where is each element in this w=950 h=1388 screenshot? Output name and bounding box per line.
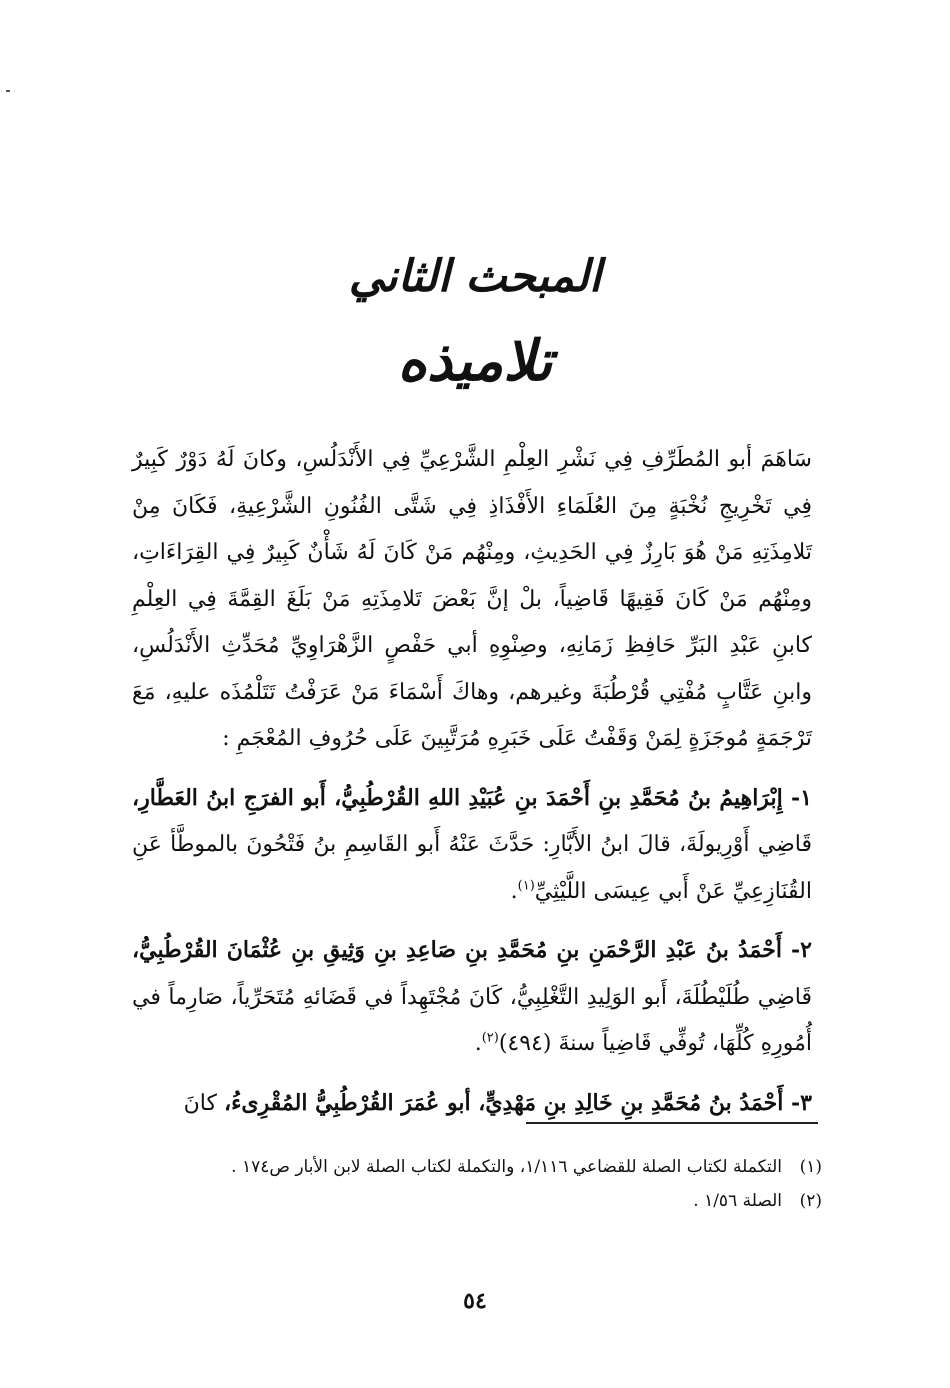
footnotes	[132, 1150, 822, 1218]
footnote-ref-2: (٢)	[481, 1030, 499, 1046]
entry-1	[132, 775, 812, 916]
page-number: ٥٤	[463, 1288, 487, 1314]
section-title: تلاميذه	[397, 328, 553, 394]
intro-paragraph: سَاهَمَ أبو المُطَرِّفِ فِي نَشْرِ العِلْمِ الشَّرْعِيِّ فِي الأَنْدَلُسِ، وكانَ لَهُ دَوْرٌ كَبِيرٌ فِي تَخْرِيجِ نُخْبَةٍ مِنَ العُلَمَاءِ الأَفْذَاذِ فِي شَتَّى الفُنُونِ الشَّرْعِيةِ، فَكَانَ مِنْ تَلامِذَتِهِ مَنْ هُوَ بَارِزٌ فِي الحَدِيثِ، ومِنْهُم مَنْ كَانَ لَهُ شَأْنٌ كَبِيرٌ فِي القِرَاءَاتِ، ومِنْهُم مَنْ كَانَ فَقِيهًا قَاضِياً، بلْ إنَّ بَعْضَ تَلامِذَتِهِ مَنْ بَلَغَ القِمَّةَ فِي العِلْمِ كابنِ عَبْدِ البَرِّ حَافِظِ زَمَانِهِ، وصِنْوِهِ أبي حَفْصٍ الزَّهْرَاوِيِّ مُحَدِّثِ الأَنْدَلُسِ، وابنِ عَتَّابٍ مُفْتِي قُرْطُبَةَ وغيرهم، وهاكَ أَسْمَاءَ مَنْ عَرَفْتُ تَتَلْمُذَه عليهِ، مَعَ تَرْجَمَةٍ مُوجَزَةٍ لِمَنْ وَقَفْتُ عَلَى خَبَرِهِ مُرَتَّبِينَ عَلَى حُرُوفِ المُعْجَمِ :	[132, 447, 812, 751]
entry-3-name: ٣- أَحْمَدُ بنُ مُحَمَّدِ بنِ خَالِدِ بنِ مَهْدِيٍّ، أبو عُمَرَ القُرْطُبِيُّ المُقْرِىءُ،	[223, 1089, 812, 1116]
entry-2-tail: .	[474, 1031, 482, 1056]
entry-3	[132, 1080, 812, 1128]
entry-1-body: قَاضِي أَوْرِيولَةَ، قالَ ابنُ الأَبَّارِ: حَدَّثَ عَنْهُ أَبو القَاسِمِ بنُ فَتْحُونَ بالموطَّأ عَنِ القُنَازِعِيِّ عَنْ أَبي عِيسَى اللَّيْثِيِّ	[132, 832, 812, 904]
section-label: المبحث الثاني	[348, 251, 602, 302]
footnote-divider	[526, 1122, 818, 1124]
entry-2-body: قَاضِي طُلَيْطُلَةَ، أَبو الوَلِيدِ التَّغْلِبِيُّ، كَانَ مُجْتَهِداً في قَضَائهِ مُتَحَرِّياً، صَارِماً في أُمُورِهِ كُلِّهَا، تُوفِّي قَاضِياً سنةَ (٤٩٤)	[132, 984, 812, 1056]
entry-1-tail: .	[510, 878, 518, 904]
footnote-ref-1: (١)	[517, 878, 535, 894]
entry-2-name: ٢- أَحْمَدُ بنُ عَبْدِ الرَّحْمَنِ بنِ مُحَمَّدِ بنِ صَاعِدِ بنِ وَثِيقِ بنِ عُثْمَانَ القُرْطُبِيُّ،	[132, 937, 812, 963]
entry-3-body: كانَ	[183, 1090, 224, 1116]
footnote-1-number: (١)	[799, 1157, 822, 1177]
entry-1-name: ١- إِبْرَاهِيمُ بنُ مُحَمَّدِ بنِ أَحْمَدَ بنِ عُبَيْدِ اللهِ القُرْطُبِيُّ، أَبو الفرَجِ ابنُ العَطَّارِ،	[132, 784, 812, 811]
entry-2	[132, 927, 812, 1068]
footnote-2	[132, 1184, 822, 1218]
scan-mark	[6, 90, 10, 92]
footnote-2-text: الصلة ١/٥٦ .	[693, 1191, 782, 1211]
section-heading	[0, 238, 950, 406]
footnote-1	[132, 1150, 822, 1184]
footnote-1-text: التكملة لكتاب الصلة للقضاعي ١/١١٦، والتكملة لكتاب الصلة لابن الأبار ص١٧٤ .	[231, 1157, 782, 1177]
footnote-2-number: (٢)	[799, 1191, 822, 1211]
main-text	[132, 437, 812, 1127]
